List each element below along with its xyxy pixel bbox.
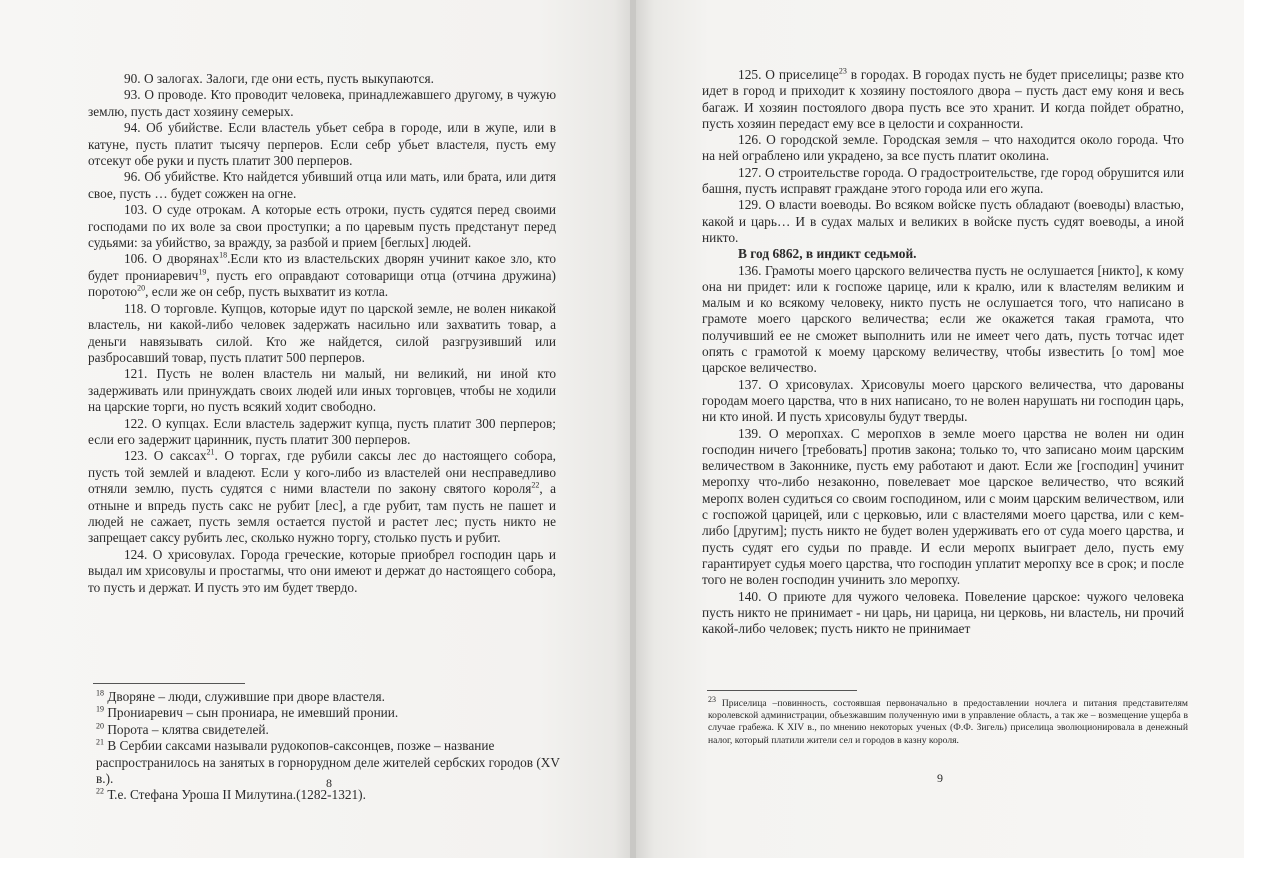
article-122: 122. О купцах. Если властель задержит купца, пусть платит 300 перперов; если его задержит царинник, пусть платит 300 перперов. [88,415,556,447]
footnote-ref-20: 20 [137,283,146,293]
article-129: 129. О власти воеводы. Во всяком войске пусть обладают (воеводы) властью, какой и царь… И в судах малых и великих в войске пусть судят воеводы, а иной никто. [702,197,1184,245]
footnote-ref-23: 23 [838,66,847,76]
footnote-separator [93,683,245,684]
article-124: 124. О хрисовулах. Города греческие, которые приобрел господин царь и выдал им хрисовулы и простагмы, что они имеют и держат до настоящего собора, то пусть и держат. И пусть это им будет твердо. [88,546,556,595]
footnote-23: $^{23}$ Приселица –повинность, состоявшая первоначально в предоставлении ночлега и питания представителям королевской администрации, объезжавшим полученную ими в управление область, а так же – возмещение ущерба в случае грабежа. К XIV в., по мнению некоторых ученых (Ф.Ф. Зигель) приселица эволюционировала в денежный налог, который платили жители сел и городов в казну короля. [708,694,1188,746]
footnote-ref-18: 18 [219,251,228,261]
article-139: 139. О меропхах. С меропхов в земле моего царства не волен ни один господин ничего [требовать] против закона; только то, что записано моим царским величеством в Законнике, пусть ему работают и дают. Если же [господин] учинит меропху что-либо незаконно, повелевает мое царское величество, что всякий меропх волен судиться со своим господином, или с моим царским величеством, или с госпожой царицей, или с церковью, или с властелями моего царства, или с кем-либо [другим]; пусть никто не будет волен удерживать его от суда моего царства, и пусть судят его судьи по правде. И если меропх выиграет дело, пусть ему гарантирует судья моего царства, что господин уплатит меропху все в срок; и после того не волен господин учинить зло меропху. [702,425,1184,588]
article-136: 136. Грамоты моего царского величества пусть не ослушается [никто], к кому она ни придет: или к госпоже царице, или к кралю, или к властелям великим и малым и ко всякому человеку, никто пусть не ослушается того, что написано в грамоте моего царского величества; если же окажется такая грамота, что получивший ее не сможет выполнить или не имеет чего дать, пусть тотчас идет опять с грамотой к моему царскому величеству, чтобы известить [о том] мое царское величество. [702,262,1184,376]
right-page-body [702,67,1184,637]
footnote-ref-21: 21 [206,447,215,457]
article-94: 94. Об убийстве. Если властель убьет себра в городе, или в жупе, или в катуне, пусть платит тысячу перперов. Если себр убьет властеля, пусть ему отсекут обе руки и пусть платит 300 перперов. [88,120,556,169]
article-121: 121. Пусть не волен властель ни малый, ни великий, ни иной кто задерживать или принуждать своих людей или иных торговцев, чтобы не ходили на царские торги, но пусть всякий ходит свободно. [88,366,556,415]
footnote-ref-22: 22 [531,480,540,490]
left-page [0,0,633,858]
left-page-body [88,71,556,596]
footnote-22: $^{22}$ Т.е. Стефана Уроша II Милутина.(1282-1321). [96,787,366,803]
page-number: 8 [326,776,332,790]
right-footnotes [708,694,1188,747]
footnote-ref-19: 19 [198,267,207,277]
article-140: 140. О приюте для чужого человека. Повеление царское: чужого человека пусть никто не принимает - ни царь, ни царица, ни церковь, ни властель, ни прочий какой-либо человек; пусть никто не принимает [702,588,1184,637]
section-heading: В год 6862, в индикт седьмой. [738,246,917,262]
article-106: 106. О дворянах$^{18}$.Если кто из властельских дворян учинит какое зло, кто будет прониаревич$^{19}$, пусть его оправдают сотоварищи отца (отчина дружина) поротою$^{20}$, если же он себр, пусть выхватит из котла. [88,251,556,300]
footnote-21: $^{21}$ В Сербии саксами называли рудокопов-саксонцев, позже – название распространилось на занятых в горнорудном деле жителей сербских городов (XV в.). [96,737,560,787]
right-page [636,0,1244,858]
footnote-separator [707,690,857,691]
footnote-18: $^{18}$ Дворяне – люди, служившие при дворе властеля. [96,688,385,704]
article-126: 126. О городской земле. Городская земля – что находится около города. Что на ней ограблено или украдено, за все пусть платит околина. [702,132,1184,164]
article-96: 96. Об убийстве. Кто найдется убивший отца или мать, или брата, или дитя свое, пусть … будет сожжен на огне. [88,169,556,201]
article-93: 93. О проводе. Кто проводит человека, принадлежавшего другому, в чужую землю, пусть даст хозяину семерых. [88,87,556,119]
footnote-20: $^{20}$ Порота – клятва свидетелей. [96,721,269,737]
article-90: 90. О залогах. Залоги, где они есть, пусть выкупаются. [124,71,434,86]
article-127: 127. О строительстве города. О градостроительстве, где город обрушится или башня, пусть исправят граждане этого города или его жупа. [702,164,1184,197]
article-125: 125. О приселице$^{23}$ в городах. В городах пусть не будет приселицы; разве кто идет в город и приходит к хозяину постоялого двора – пусть даст ему коня и весь багаж. И хозяин постоялого двора пусть все это хранит. И когда пойдет обратно, пусть хозяин передаст ему все в целости и сохранности. [702,66,1184,131]
page-number: 9 [937,771,943,785]
article-103: 103. О суде отрокам. А которые есть отроки, пусть судятся перед своими господами по их воле за свои проступки; а по царевым пусть предстанут перед судьями: за убийство, за вражду, за разбой и прием [беглых] людей. [88,202,556,251]
article-137: 137. О хрисовулах. Хрисовулы моего царского величества, что дарованы городам моего царства, что в них написано, то не волен нарушать ни господин царь, ни кто иной. И пусть хрисовулы будут тверды. [702,376,1184,425]
article-123: 123. О саксах$^{21}$. О торгах, где рубили саксы лес до настоящего собора, пусть той землей и владеют. Если у кого-либо из властелей они несправедливо отняли землю, пусть судятся с ними властели по закону святого короля$^{22}$, а отныне и впредь пусть сакс не рубит [лес], а где рубит, там пусть не пашет и людей не сажает, пусть земля остается пустой и растет лес; пусть никто не запрещает саксу рубить лес, сколько нужно торгу, столько пусть и рубит. [88,447,557,546]
article-118: 118. О торговле. Купцов, которые идут по царской земле, не волен никакой властель, ни какой-либо человек задержать насильно или захватить товар, а деньги навязывать силой. Кто же найдется, силой разгрузивший или разбросавший товар, пусть платит 500 перперов. [88,300,556,365]
footnote-19: $^{19}$ Прониаревич – сын прониара, не имевший пронии. [96,704,399,721]
